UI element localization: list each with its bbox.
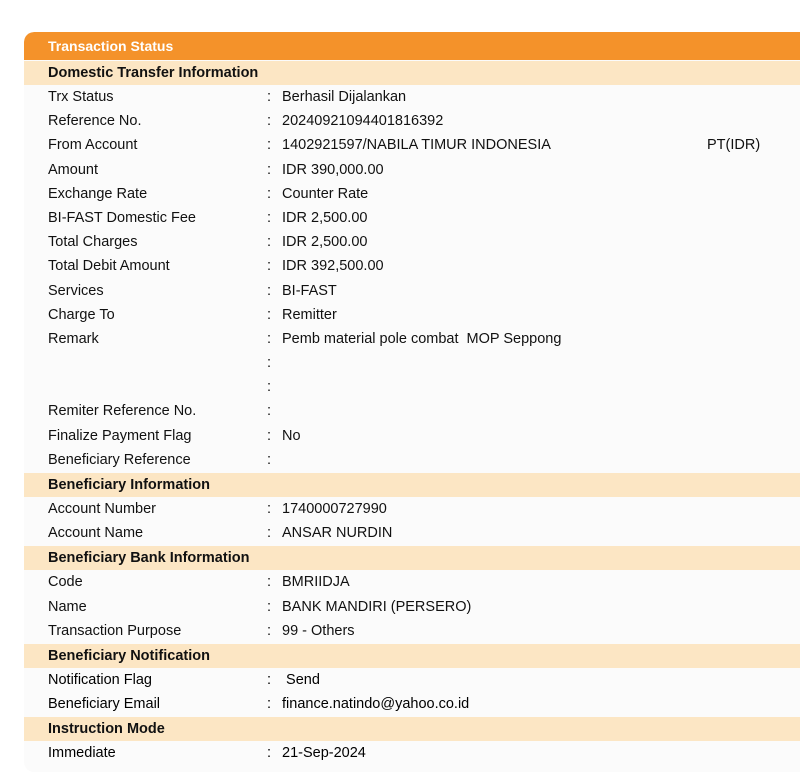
row-account-name (24, 521, 800, 545)
row-instruction-mode (24, 741, 800, 765)
row-account-number (24, 497, 800, 521)
section-beneficiary-notification: Beneficiary Notification (24, 644, 800, 668)
domestic-row (24, 424, 800, 448)
domestic-row (24, 158, 800, 182)
domestic-row (24, 133, 800, 157)
row-value: No (282, 427, 301, 444)
account-number-value: 1740000727990 (282, 501, 387, 517)
row-label: Immediate (48, 745, 116, 762)
transaction-status-panel (24, 32, 800, 772)
row-colon: : (267, 745, 272, 762)
row-value: BI-FAST (282, 282, 337, 299)
account-name-value: ANSAR NURDIN (282, 525, 393, 542)
row-label: Code (48, 574, 83, 591)
row-value: IDR 392,500.00 (282, 258, 384, 275)
row-colon: : (267, 209, 272, 226)
row-label: Remiter Reference No. (48, 403, 197, 420)
domestic-row (24, 254, 800, 278)
section-beneficiary-bank: Beneficiary Bank Information (24, 546, 800, 570)
row-label: BI-FAST Domestic Fee (48, 209, 196, 226)
row-label: Exchange Rate (48, 185, 148, 202)
row-colon: : (267, 574, 272, 591)
domestic-row (24, 109, 800, 133)
panel-title: Transaction Status (24, 32, 800, 60)
row-colon: : (267, 525, 272, 542)
row-label: Finalize Payment Flag (48, 427, 192, 444)
row-colon: : (267, 622, 272, 639)
domestic-row (24, 375, 800, 399)
row-colon: : (267, 330, 272, 347)
row-value: Counter Rate (282, 185, 369, 202)
domestic-row (24, 399, 800, 423)
domestic-row (24, 182, 800, 206)
row-value: IDR 2,500.00 (282, 209, 368, 226)
domestic-row (24, 351, 800, 375)
section-instruction-mode: Instruction Mode (24, 717, 800, 741)
beneficiary-email-value: finance.natindo@yahoo.co.id (282, 696, 470, 713)
row-colon: : (267, 355, 272, 372)
notification-flag-value: Send (282, 671, 320, 688)
domestic-row (24, 303, 800, 327)
row-label: Services (48, 282, 104, 299)
row-value: Remitter (282, 306, 337, 323)
domestic-row (24, 327, 800, 351)
row-colon: : (267, 113, 272, 130)
row-value: IDR 2,500.00 (282, 234, 368, 251)
row-colon: : (267, 403, 272, 420)
row-colon: : (267, 306, 272, 323)
section-beneficiary-information: Beneficiary Information (24, 473, 800, 497)
row-label: Trx Status (48, 89, 114, 105)
row-colon: : (267, 427, 272, 444)
row-colon: : (267, 598, 272, 615)
transaction-purpose-value: 99 - Others (282, 622, 355, 639)
row-label: From Account (48, 137, 138, 154)
domestic-row (24, 85, 800, 109)
row-label: Total Debit Amount (48, 258, 170, 275)
row-colon: : (267, 501, 272, 517)
row-label: Notification Flag (48, 671, 152, 688)
row-value: Pemb material pole combat MOP Seppong (282, 330, 562, 347)
row-colon: : (267, 671, 272, 688)
row-colon: : (267, 379, 272, 396)
row-colon: : (267, 185, 272, 202)
row-currency-suffix: PT(IDR) (707, 137, 761, 154)
row-label: Reference No. (48, 113, 142, 130)
row-colon: : (267, 234, 272, 251)
bank-code-value: BMRIIDJA (282, 574, 350, 591)
row-bank-name (24, 595, 800, 619)
row-colon: : (267, 451, 272, 468)
row-value: 1402921597/NABILA TIMUR INDONESIA (282, 137, 551, 154)
row-colon: : (267, 89, 272, 105)
domestic-row (24, 448, 800, 472)
domestic-row (24, 279, 800, 303)
domestic-row (24, 230, 800, 254)
row-label: Remark (48, 330, 99, 347)
row-value: 20240921094401816392 (282, 113, 444, 130)
row-label: Name (48, 598, 87, 615)
domestic-row (24, 206, 800, 230)
section-domestic-transfer: Domestic Transfer Information (24, 61, 800, 85)
row-colon: : (267, 282, 272, 299)
row-notification-flag (24, 668, 800, 692)
bank-name-value: BANK MANDIRI (PERSERO) (282, 598, 472, 615)
instruction-date-value: 21-Sep-2024 (282, 745, 366, 762)
row-value: IDR 390,000.00 (282, 161, 384, 178)
row-transaction-purpose (24, 619, 800, 643)
row-colon: : (267, 161, 272, 178)
row-label: Amount (48, 161, 98, 178)
row-colon: : (267, 258, 272, 275)
domestic-transfer-rows (24, 85, 800, 472)
row-label: Account Number (48, 501, 156, 517)
row-label: Account Name (48, 525, 144, 542)
row-label: Charge To (48, 306, 115, 323)
row-colon: : (267, 137, 272, 154)
row-colon: : (267, 696, 272, 713)
row-label: Beneficiary Reference (48, 451, 191, 468)
row-label: Total Charges (48, 234, 138, 251)
row-bank-code (24, 570, 800, 594)
row-label: Transaction Purpose (48, 622, 182, 639)
row-beneficiary-email (24, 692, 800, 716)
row-value: Berhasil Dijalankan (282, 89, 407, 105)
row-label: Beneficiary Email (48, 696, 161, 713)
